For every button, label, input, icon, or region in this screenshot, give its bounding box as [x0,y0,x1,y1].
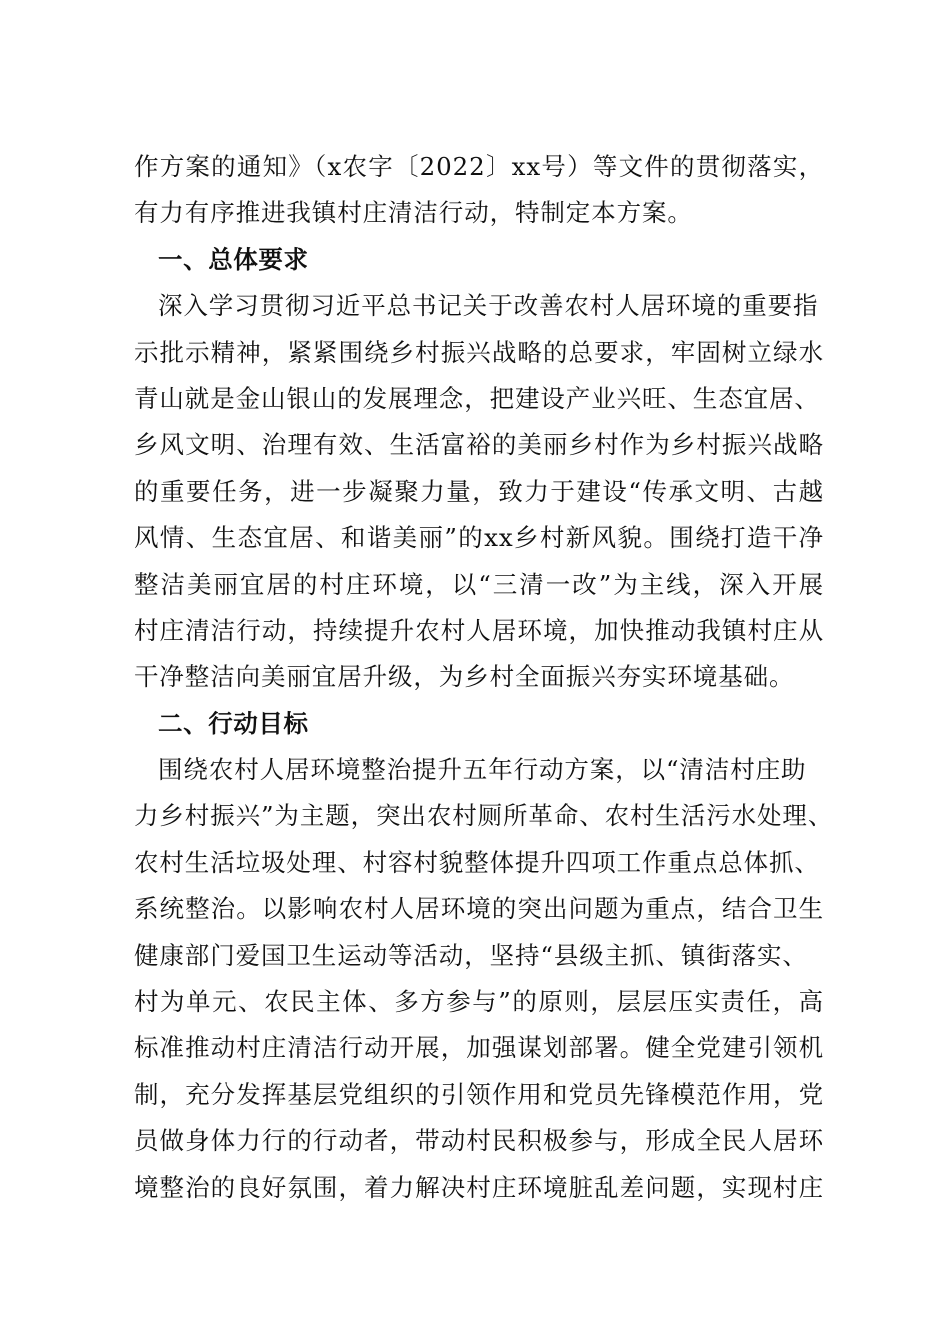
document-body [134,144,834,1211]
section-heading-overall-requirements: 一、总体要求 [158,244,309,274]
section-heading-action-goals: 二、行动目标 [158,708,309,738]
intro-line: 有力有序推进我镇村庄清洁行动，特制定本方案。 [134,198,693,228]
paragraph-line: 员做身体力行的行动者，带动村民积极参与，形成全民人居环 [134,1126,824,1156]
paragraph-line: 整洁美丽宜居的村庄环境，以“三清一改”为主线，深入开展 [134,569,824,599]
paragraph-line: 围绕农村人居环境整治提升五年行动方案，以“清洁村庄助 [158,755,807,785]
intro-line: 作方案的通知》（x农字〔2022〕xx号）等文件的贯彻落实， [134,152,824,181]
paragraph-line: 村庄清洁行动，持续提升农村人居环境，加快推动我镇村庄从 [134,615,824,645]
paragraph-line: 青山就是金山银山的发展理念，把建设产业兴旺、生态宜居、 [134,383,820,413]
paragraph-line: 乡风文明、治理有效、生活富裕的美丽乡村作为乡村振兴战略 [134,430,824,460]
paragraph-line: 力乡村振兴”为主题，突出农村厕所革命、农村生活污水处理、 [134,801,834,831]
paragraph-line: 村为单元、农民主体、多方参与”的原则，层层压实责任，高 [134,987,824,1017]
paragraph-line: 干净整洁向美丽宜居升级，为乡村全面振兴夯实环境基础。 [134,662,795,692]
paragraph-line: 制，充分发挥基层党组织的引领作用和党员先锋模范作用，党 [134,1079,824,1109]
paragraph-line: 深入学习贯彻习近平总书记关于改善农村人居环境的重要指 [158,291,819,321]
paragraph-line: 的重要任务，进一步凝聚力量，致力于建设“传承文明、古越 [134,476,824,506]
paragraph-line: 示批示精神，紧紧围绕乡村振兴战略的总要求，牢固树立绿水 [134,337,824,367]
paragraph-line: 标准推动村庄清洁行动开展，加强谋划部署。健全党建引领机 [134,1033,824,1063]
paragraph-line: 境整治的良好氛围，着力解决村庄环境脏乱差问题，实现村庄 [134,1172,824,1202]
paragraph-line: 健康部门爱国卫生运动等活动，坚持“县级主抓、镇街落实、 [134,940,808,970]
paragraph-line: 风情、生态宜居、和谐美丽”的xx乡村新风貌。围绕打造干净 [134,523,824,553]
paragraph-line: 系统整治。以影响农村人居环境的突出问题为重点，结合卫生 [134,894,824,924]
paragraph-line: 农村生活垃圾处理、村容村貌整体提升四项工作重点总体抓、 [134,847,820,877]
